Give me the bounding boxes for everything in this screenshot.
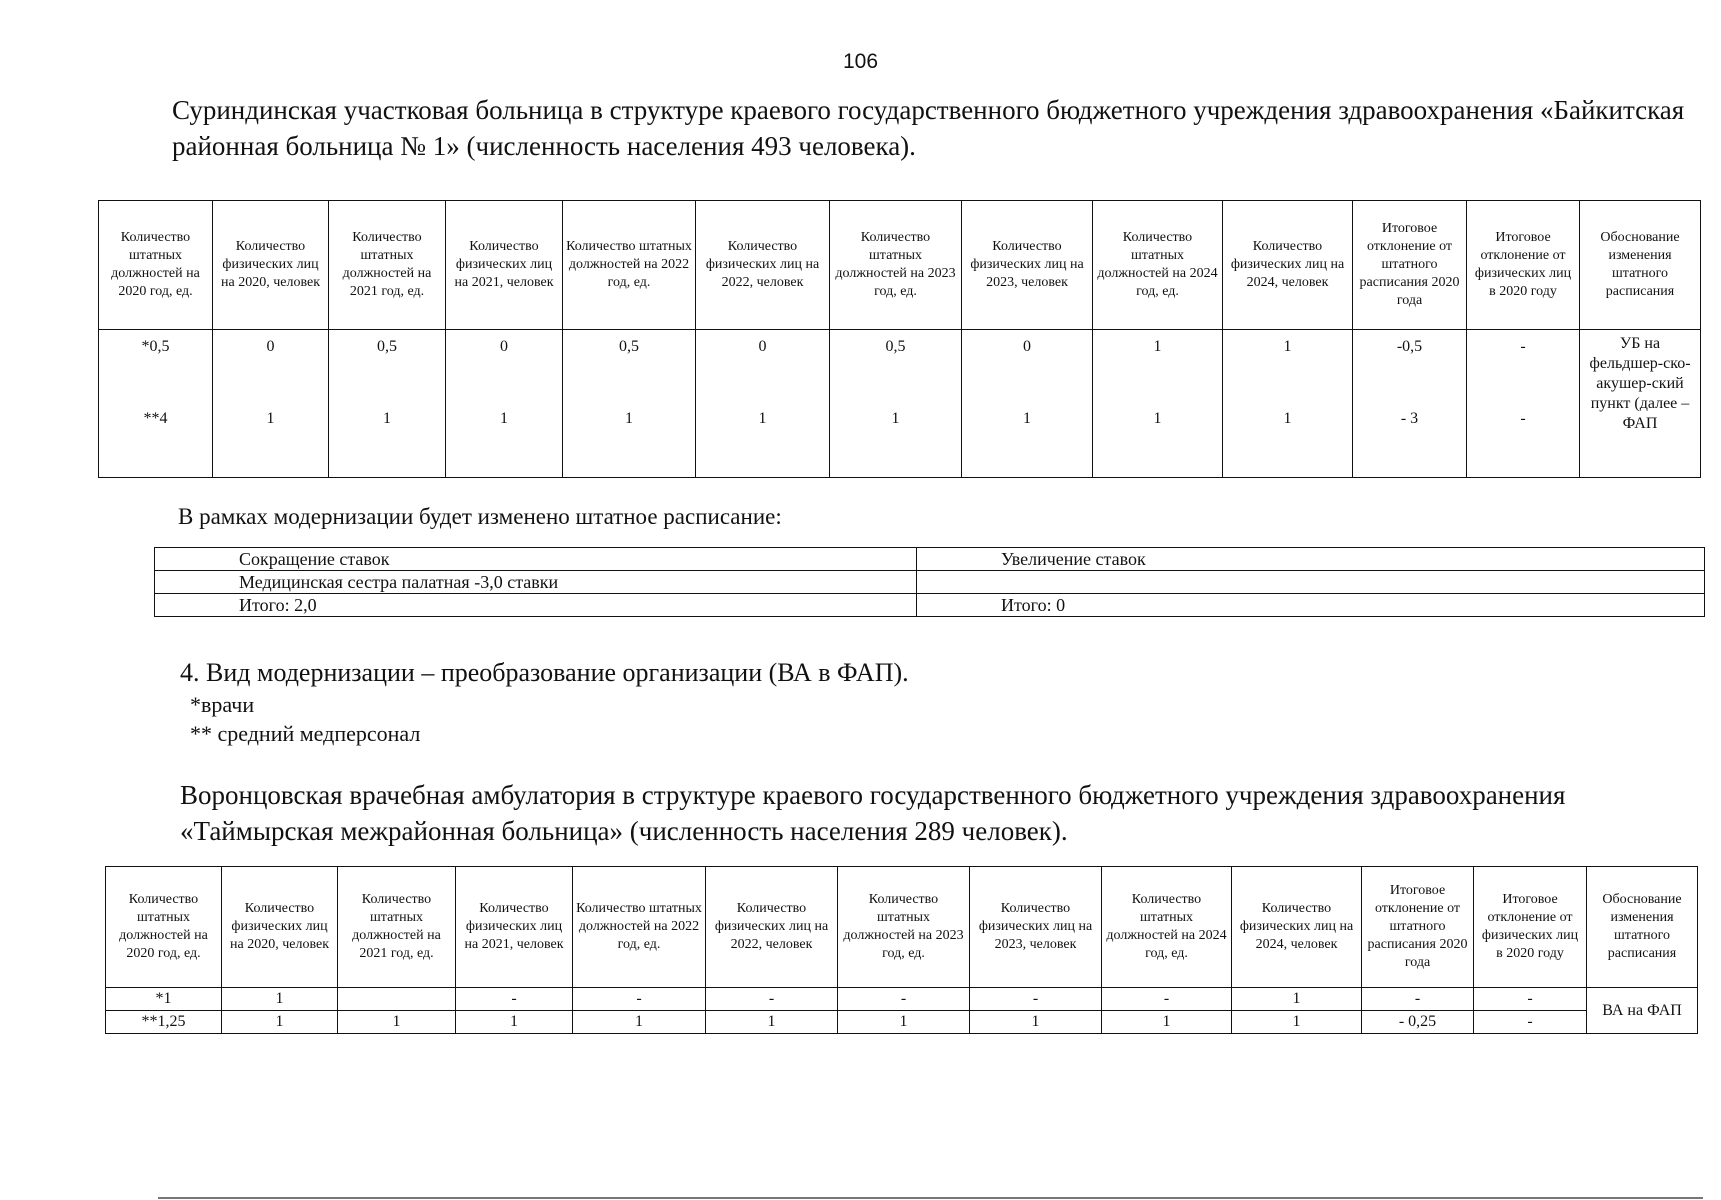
section1-title: Суриндинская участковая больница в структуре краевого государственного бюджетного учреждения здравоохранения «Байкитская районная больница № 1» (численность населения 493 человека).	[172, 95, 1685, 161]
page-number: 106	[842, 50, 879, 73]
table-row	[155, 571, 1705, 594]
header-cell: Количество физических лиц на 2021, человек	[456, 867, 573, 988]
table-cell: -	[1362, 988, 1474, 1011]
header-cell: Количество штатных должностей на 2022 год, ед.	[573, 867, 706, 988]
header-cell: Итоговое отклонение от физических лиц в 2020 году	[1467, 201, 1580, 330]
table-cell: 0 1	[213, 330, 329, 478]
header-cell: Количество физических лиц на 2022, человек	[706, 867, 838, 988]
table-cell: *1	[106, 988, 222, 1011]
table-cell: 1	[706, 1011, 838, 1034]
table-cell: 0 1	[446, 330, 563, 478]
header-cell: Итоговое отклонение от физических лиц в 2020 году	[1474, 867, 1587, 988]
table-row	[155, 548, 1705, 571]
table-cell: 1	[573, 1011, 706, 1034]
header-cell: Количество физических лиц на 2020, человек	[213, 201, 329, 330]
header-cell: Количество физических лиц на 2024, человек	[1223, 201, 1353, 330]
header-cell: Количество штатных должностей на 2021 год, ед.	[329, 201, 446, 330]
header-cell: Количество штатных должностей на 2022 год, ед.	[563, 201, 696, 330]
table-cell: 1	[456, 1011, 573, 1034]
table-cell: 1	[1232, 988, 1362, 1011]
header-cell: Итоговое отклонение от штатного расписания 2020 года	[1362, 867, 1474, 988]
table-cell: 0,5 1	[563, 330, 696, 478]
staff-change-table	[154, 547, 1705, 617]
header-cell: Количество штатных должностей на 2020 год, ед.	[106, 867, 222, 988]
header-cell: Обоснование изменения штатного расписания	[1587, 867, 1698, 988]
table-cell: 0,5 1	[329, 330, 446, 478]
header-cell: Обоснование изменения штатного расписания	[1580, 201, 1701, 330]
reduction-total: Итого: 2,0	[155, 594, 917, 617]
header-cell: Количество штатных должностей на 2023 год, ед.	[838, 867, 970, 988]
section1-header-row	[99, 201, 1701, 330]
table-cell: -	[706, 988, 838, 1011]
table-cell: 1 1	[1093, 330, 1223, 478]
table-cell: -	[1102, 988, 1232, 1011]
reduction-item: Медицинская сестра палатная -3,0 ставки	[155, 571, 917, 594]
header-cell: Количество физических лиц на 2024, человек	[1232, 867, 1362, 988]
justification-cell: УБ на фельдшер-ско-акушер-ский пункт (далее – ФАП	[1580, 330, 1701, 478]
table-cell: -	[1474, 988, 1587, 1011]
table-cell: - 0,25	[1362, 1011, 1474, 1034]
bottom-rule	[158, 1197, 1703, 1199]
table-cell: -	[1474, 1011, 1587, 1034]
increase-item	[917, 571, 1705, 594]
header-cell: Количество штатных должностей на 2023 год, ед.	[830, 201, 962, 330]
section2-header-row	[106, 867, 1698, 988]
header-cell: Итоговое отклонение от штатного расписания 2020 года	[1353, 201, 1467, 330]
header-cell: Количество физических лиц на 2023, человек	[970, 867, 1102, 988]
header-cell: Количество штатных должностей на 2020 год, ед.	[99, 201, 213, 330]
table-cell: 1	[970, 1011, 1102, 1034]
table-cell: 1	[222, 1011, 338, 1034]
header-cell: Количество физических лиц на 2021, человек	[446, 201, 563, 330]
justification-cell: ВА на ФАП	[1587, 988, 1698, 1034]
table-cell: 0 1	[962, 330, 1093, 478]
table-row	[106, 1011, 1698, 1034]
table-cell: **1,25	[106, 1011, 222, 1034]
staff-change-intro: В рамках модернизации будет изменено штатное расписание:	[178, 504, 782, 529]
table-cell: 1	[1102, 1011, 1232, 1034]
table-row	[155, 594, 1705, 617]
table-cell: 0 1	[696, 330, 830, 478]
table-cell	[338, 988, 456, 1011]
header-cell: Количество штатных должностей на 2021 год, ед.	[338, 867, 456, 988]
table-cell: -	[456, 988, 573, 1011]
table-cell: 1 1	[1223, 330, 1353, 478]
table-cell: *0,5 **4	[99, 330, 213, 478]
table-cell: 1	[222, 988, 338, 1011]
increase-header: Увеличение ставок	[917, 548, 1705, 571]
modernization-type: 4. Вид модернизации – преобразование организации (ВА в ФАП).	[180, 658, 909, 687]
table-row	[106, 988, 1698, 1011]
table-cell: 1	[838, 1011, 970, 1034]
table-cell: -	[970, 988, 1102, 1011]
footnote-doctors: *врачи	[190, 692, 255, 717]
footnote-nurses: ** средний медперсонал	[190, 721, 421, 746]
section2-staff-table	[105, 866, 1698, 1034]
table-cell: 1	[338, 1011, 456, 1034]
table-cell: -0,5 - 3	[1353, 330, 1467, 478]
reduction-header: Сокращение ставок	[155, 548, 917, 571]
header-cell: Количество физических лиц на 2023, человек	[962, 201, 1093, 330]
table-cell: -	[838, 988, 970, 1011]
header-cell: Количество штатных должностей на 2024 год, ед.	[1093, 201, 1223, 330]
header-cell: Количество штатных должностей на 2024 год, ед.	[1102, 867, 1232, 988]
table-cell: 1	[1232, 1011, 1362, 1034]
section2-title: Воронцовская врачебная амбулатория в структуре краевого государственного бюджетного учреждения здравоохранения «Таймырская межрайонная больница» (численность населения 289 человек).	[180, 780, 1566, 846]
table-row	[99, 330, 1701, 478]
table-cell: 0,5 1	[830, 330, 962, 478]
header-cell: Количество физических лиц на 2020, человек	[222, 867, 338, 988]
table-cell: - -	[1467, 330, 1580, 478]
increase-total: Итого: 0	[917, 594, 1705, 617]
section1-staff-table	[98, 200, 1701, 478]
header-cell: Количество физических лиц на 2022, человек	[696, 201, 830, 330]
table-cell: -	[573, 988, 706, 1011]
